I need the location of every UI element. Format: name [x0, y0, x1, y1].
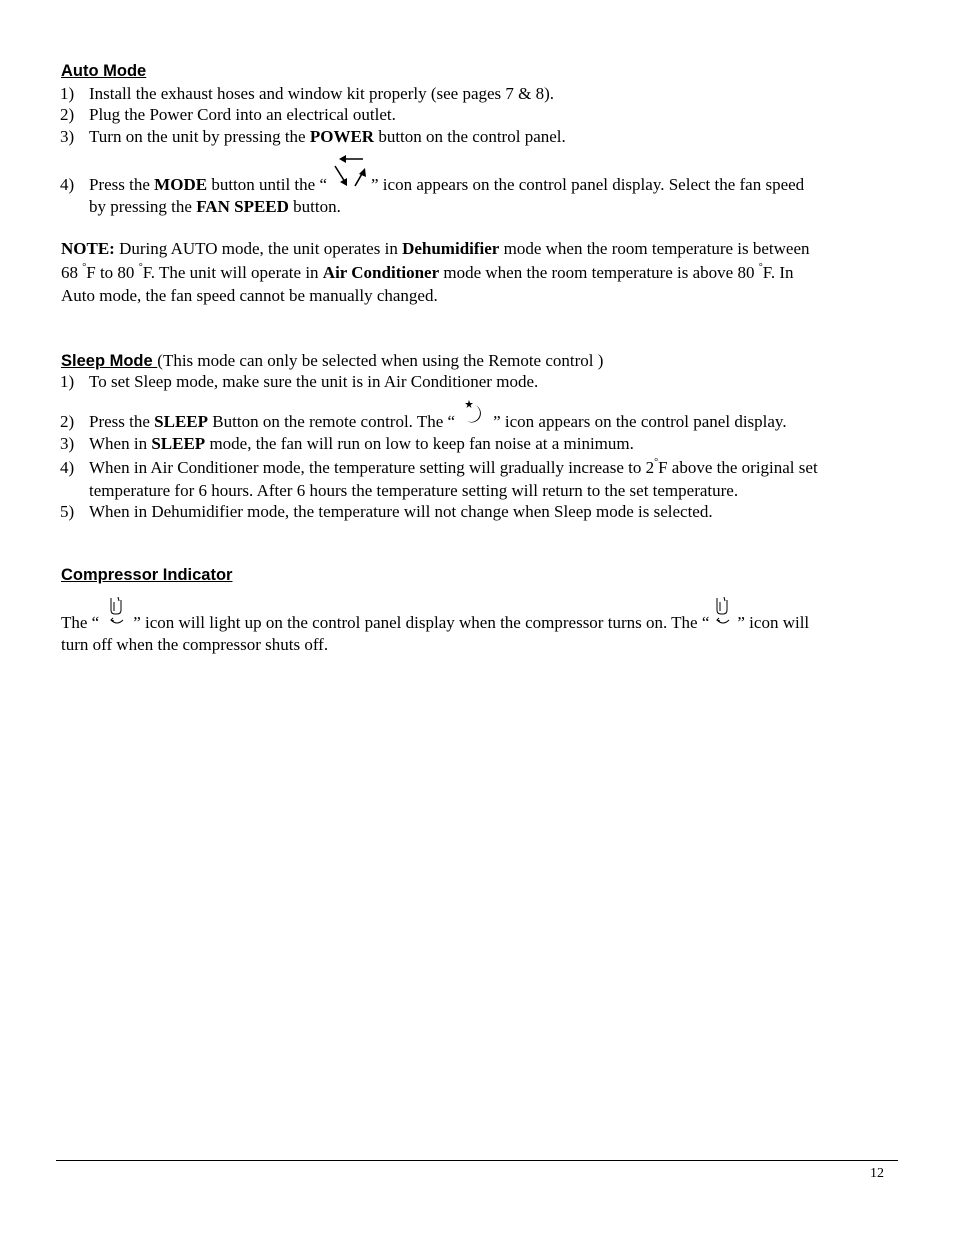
compressor-icon	[709, 612, 737, 633]
auto-mode-item-4-cont: by pressing the FAN SPEED button.	[89, 197, 341, 216]
sleep-mode-heading: Sleep Mode	[61, 352, 158, 370]
sleep-mode-item-2: 2) Press the SLEEP Button on the remote control. The “ ” icon appears on the control panel display.	[0, 411, 954, 432]
auto-mode-item-4: 4) Press the MODE button until the “ ” icon appears on the control panel display. Select the fan speed	[0, 174, 954, 195]
auto-mode-heading: Auto Mode	[61, 62, 147, 80]
compressor-line-2: turn off when the compressor shuts off.	[61, 635, 329, 654]
moon-star-icon	[455, 411, 493, 432]
sleep-mode-item-1: 1) To set Sleep mode, make sure the unit is in Air Conditioner mode.	[60, 372, 539, 391]
sleep-mode-item-3: 3) When in SLEEP mode, the fan will run on low to keep fan noise at a minimum.	[60, 434, 634, 453]
compressor-icon	[99, 612, 133, 633]
auto-mode-item-3: 3) Turn on the unit by pressing the POWER button on the control panel.	[60, 127, 566, 146]
compressor-line-1: The “ ” icon will light up on the control panel display when the compressor turns on. The “ ” icon will	[61, 612, 809, 633]
sleep-mode-heading-note: (This mode can only be selected when using the Remote control )	[157, 351, 604, 370]
auto-mode-arrows-icon	[327, 174, 371, 195]
auto-mode-item-2: 2) Plug the Power Cord into an electrical outlet.	[60, 105, 396, 124]
page-number: 12	[870, 1166, 884, 1181]
sleep-mode-item-5: 5) When in Dehumidifier mode, the temperature will not change when Sleep mode is selected.	[60, 502, 713, 521]
auto-mode-note: NOTE: During AUTO mode, the unit operates in Dehumidifier mode when the room temperature is between 68 °F to 80 °F. The unit will operate in Air Conditioner mode when the room temperature is above 80 °F. In Auto mode, the fan speed cannot be manually changed.	[61, 239, 810, 305]
sleep-mode-heading-row	[61, 350, 603, 372]
sleep-mode-item-4-cont: temperature for 6 hours. After 6 hours the temperature setting will return to the set temperature.	[89, 481, 739, 500]
footer-divider	[56, 1160, 898, 1161]
sleep-mode-item-4: 4) When in Air Conditioner mode, the temperature setting will gradually increase to 2°F above the original set	[60, 457, 818, 477]
auto-mode-item-1: 1) Install the exhaust hoses and window kit properly (see pages 7 & 8).	[60, 84, 555, 103]
compressor-indicator-heading: Compressor Indicator	[61, 566, 233, 584]
